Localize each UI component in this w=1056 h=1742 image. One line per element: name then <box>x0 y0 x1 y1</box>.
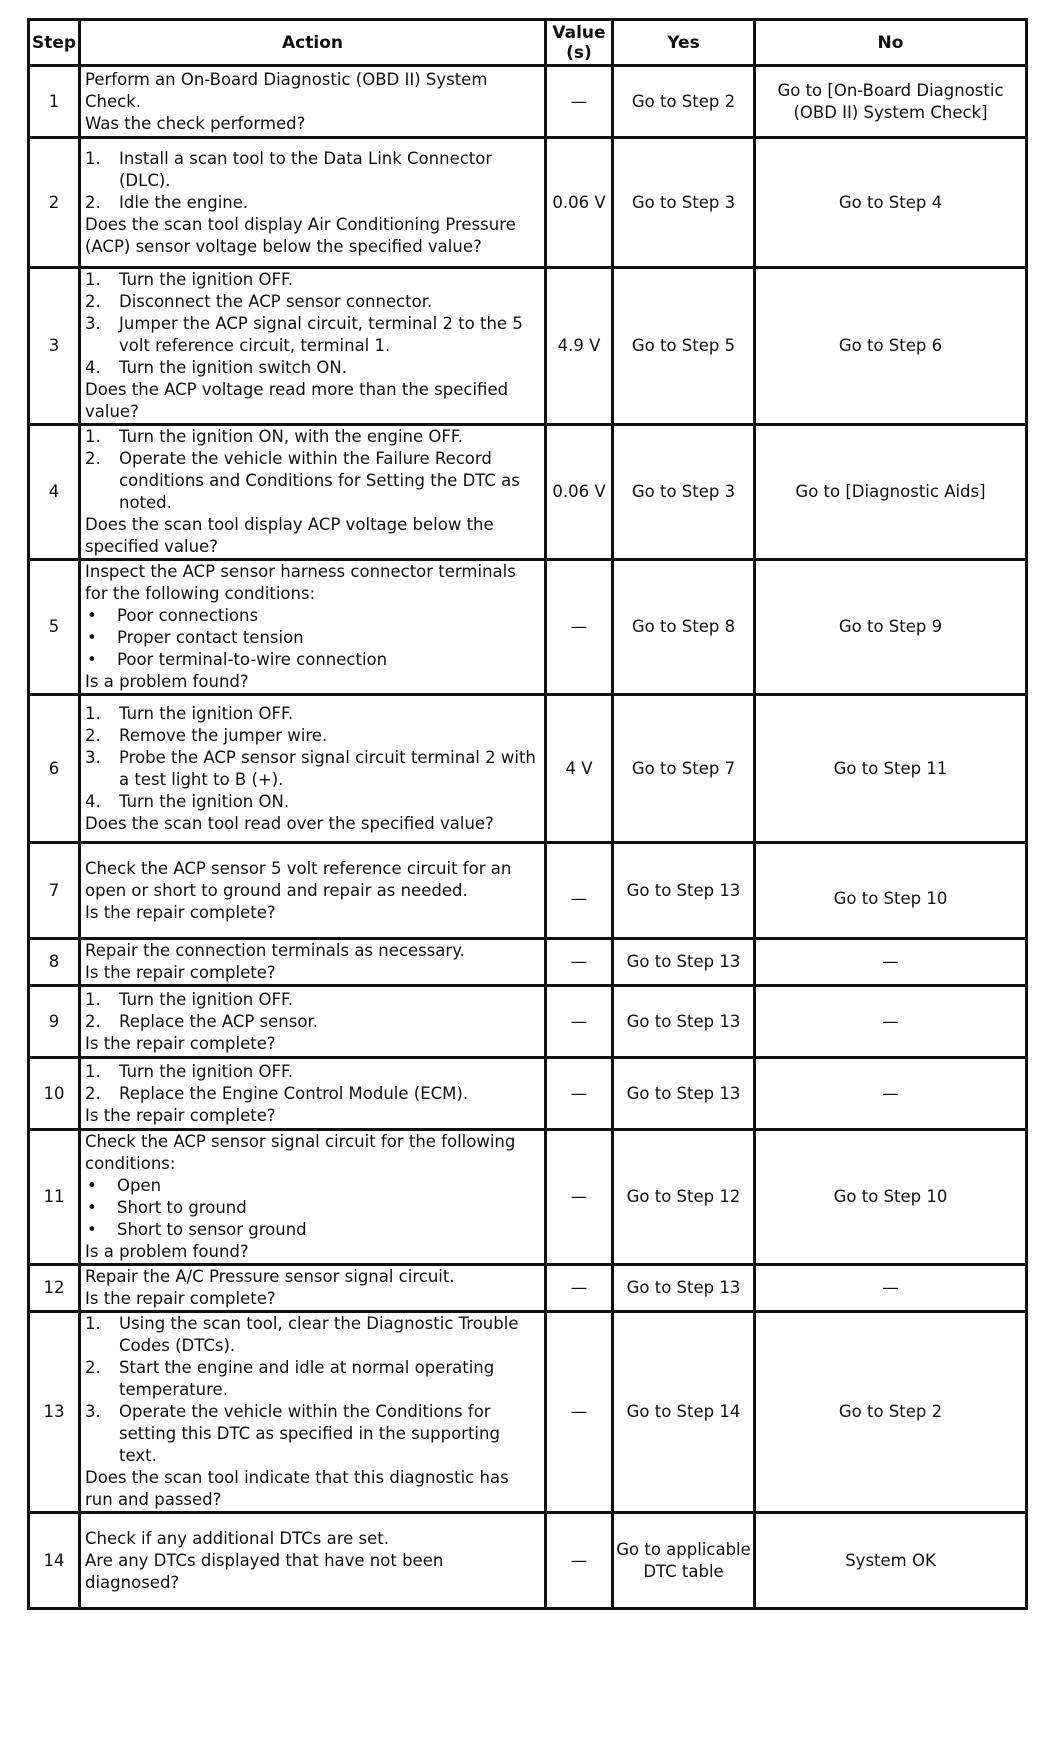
step-index: 2. <box>85 725 101 745</box>
action-text: Repair the A/C Pressure sensor signal circuit. <box>85 1267 455 1286</box>
action-question: Does the scan tool indicate that this diagnostic has run and passed? <box>85 1468 509 1509</box>
step-index: 2. <box>85 1358 101 1377</box>
yes-cell: Go to Step 3 <box>613 138 755 268</box>
step-text: Remove the jumper wire. <box>119 725 328 745</box>
value-cell: 4 V <box>546 695 613 843</box>
step-text: Operate the vehicle within the Conditions for setting this DTC as specified in the supporting text. <box>119 1402 500 1465</box>
yes-cell: Go to Step 8 <box>613 560 755 695</box>
no-cell: — <box>755 939 1027 986</box>
step-number: 5 <box>29 560 80 695</box>
action-text: Check the ACP sensor signal circuit for the following conditions: <box>85 1132 516 1173</box>
action-question: Was the check performed? <box>85 113 306 133</box>
numbered-step <box>85 989 540 1011</box>
numbered-steps <box>85 989 540 1033</box>
numbered-step <box>85 725 540 747</box>
table-row <box>29 560 1027 695</box>
numbered-steps <box>85 1313 540 1467</box>
action-text: Check if any additional DTCs are set. <box>85 1528 389 1548</box>
numbered-steps <box>85 148 540 214</box>
action-question: Is a problem found? <box>85 672 249 691</box>
step-number: 7 <box>29 843 80 939</box>
step-number: 2 <box>29 138 80 268</box>
action-text: Check the ACP sensor 5 volt reference circuit for an open or short to ground and repair as needed. <box>85 858 512 900</box>
step-text: Start the engine and idle at normal operating temperature. <box>119 1358 495 1399</box>
table-row <box>29 1058 1027 1130</box>
action-cell <box>80 1513 546 1609</box>
bullet-list <box>85 605 540 671</box>
table-row <box>29 66 1027 138</box>
step-index: 2. <box>85 192 101 212</box>
value-cell: 0.06 V <box>546 138 613 268</box>
step-index: 2. <box>85 449 101 468</box>
step-number: 1 <box>29 66 80 138</box>
table-row <box>29 1130 1027 1265</box>
numbered-step <box>85 291 540 313</box>
numbered-step <box>85 1061 540 1083</box>
bullet-list <box>85 1175 540 1241</box>
value-cell: 4.9 V <box>546 268 613 425</box>
step-index: 1. <box>85 989 101 1009</box>
numbered-step <box>85 1313 540 1357</box>
numbered-step <box>85 791 540 813</box>
value-cell: — <box>546 560 613 695</box>
yes-cell: Go to Step 13 <box>613 939 755 986</box>
yes-cell: Go to Step 5 <box>613 268 755 425</box>
action-cell <box>80 1265 546 1312</box>
table-row <box>29 843 1027 939</box>
action-question: Does the ACP voltage read more than the specified value? <box>85 380 509 421</box>
action-question: Is the repair complete? <box>85 1289 276 1308</box>
table-row <box>29 1312 1027 1513</box>
step-text: Turn the ignition OFF. <box>119 703 294 723</box>
step-index: 3. <box>85 747 101 767</box>
diagnostic-table <box>27 18 1028 1610</box>
yes-cell: Go to Step 2 <box>613 66 755 138</box>
header-yes: Yes <box>613 20 755 66</box>
action-cell <box>80 986 546 1058</box>
action-question: Does the scan tool display ACP voltage below the specified value? <box>85 515 494 556</box>
header-action: Action <box>80 20 546 66</box>
step-text: Jumper the ACP signal circuit, terminal 2 to the 5 volt reference circuit, terminal 1. <box>119 314 523 355</box>
no-cell: Go to Step 6 <box>755 268 1027 425</box>
numbered-step <box>85 1083 540 1105</box>
step-index: 4. <box>85 358 101 377</box>
numbered-step <box>85 426 540 448</box>
value-cell: — <box>546 66 613 138</box>
yes-cell: Go to Step 7 <box>613 695 755 843</box>
step-number: 8 <box>29 939 80 986</box>
numbered-steps <box>85 269 540 379</box>
table-row <box>29 268 1027 425</box>
value-cell: 0.06 V <box>546 425 613 560</box>
bullet-item: • Short to ground <box>85 1197 540 1219</box>
step-index: 4. <box>85 791 101 811</box>
action-cell <box>80 560 546 695</box>
table-row <box>29 695 1027 843</box>
no-cell: Go to Step 9 <box>755 560 1027 695</box>
numbered-step <box>85 269 540 291</box>
numbered-steps <box>85 703 540 813</box>
table-row <box>29 939 1027 986</box>
step-number: 13 <box>29 1312 80 1513</box>
step-number: 6 <box>29 695 80 843</box>
header-step: Step <box>29 20 80 66</box>
step-text: Install a scan tool to the Data Link Connector (DLC). <box>119 148 493 190</box>
step-index: 1. <box>85 270 101 289</box>
action-cell <box>80 695 546 843</box>
no-cell: — <box>755 1058 1027 1130</box>
action-cell <box>80 939 546 986</box>
step-text: Replace the ACP sensor. <box>119 1011 318 1031</box>
action-question: Are any DTCs displayed that have not been diagnosed? <box>85 1550 444 1592</box>
numbered-step <box>85 1011 540 1033</box>
value-cell: — <box>546 986 613 1058</box>
step-number: 3 <box>29 268 80 425</box>
step-number: 10 <box>29 1058 80 1130</box>
step-index: 3. <box>85 1402 101 1421</box>
step-index: 2. <box>85 1083 101 1103</box>
yes-cell: Go to Step 13 <box>613 1058 755 1130</box>
step-index: 1. <box>85 1314 101 1333</box>
step-text: Using the scan tool, clear the Diagnostic Trouble Codes (DTCs). <box>119 1314 519 1355</box>
step-text: Turn the ignition ON. <box>119 791 290 811</box>
action-text: Repair the connection terminals as necessary. <box>85 941 465 960</box>
bullet-item: • Short to sensor ground <box>85 1219 540 1241</box>
action-question: Is a problem found? <box>85 1242 249 1261</box>
numbered-step <box>85 448 540 514</box>
step-index: 1. <box>85 427 101 446</box>
action-text: Perform an On-Board Diagnostic (OBD II) System Check. <box>85 69 488 111</box>
action-cell <box>80 1130 546 1265</box>
yes-cell: Go to Step 13 <box>613 1265 755 1312</box>
value-cell: — <box>546 1312 613 1513</box>
step-index: 1. <box>85 703 101 723</box>
step-text: Turn the ignition OFF. <box>119 1061 294 1081</box>
step-number: 12 <box>29 1265 80 1312</box>
no-cell: Go to [Diagnostic Aids] <box>755 425 1027 560</box>
step-number: 11 <box>29 1130 80 1265</box>
bullet-item: • Open <box>85 1175 540 1197</box>
value-cell: — <box>546 939 613 986</box>
no-cell: Go to Step 10 <box>755 1130 1027 1265</box>
step-text: Turn the ignition OFF. <box>119 270 294 289</box>
no-cell: Go to [On-Board Diagnostic (OBD II) System Check] <box>755 66 1027 138</box>
yes-cell: Go to Step 13 <box>613 843 755 939</box>
action-text: Inspect the ACP sensor harness connector terminals for the following conditions: <box>85 562 516 603</box>
yes-cell: Go to Step 3 <box>613 425 755 560</box>
step-text: Replace the Engine Control Module (ECM). <box>119 1083 469 1103</box>
step-index: 1. <box>85 148 101 168</box>
step-index: 2. <box>85 1011 101 1031</box>
numbered-step <box>85 1401 540 1467</box>
numbered-step <box>85 192 540 214</box>
no-cell: Go to Step 2 <box>755 1312 1027 1513</box>
no-cell: Go to Step 10 <box>755 843 1027 939</box>
table-row <box>29 138 1027 268</box>
numbered-steps <box>85 1061 540 1105</box>
action-cell <box>80 268 546 425</box>
no-cell: — <box>755 986 1027 1058</box>
no-cell: System OK <box>755 1513 1027 1609</box>
step-number: 9 <box>29 986 80 1058</box>
header-no: No <box>755 20 1027 66</box>
header-row <box>29 20 1027 66</box>
diagnostic-table-container <box>27 18 1028 1610</box>
action-question: Is the repair complete? <box>85 1033 276 1053</box>
table-body <box>29 66 1027 1609</box>
numbered-step <box>85 148 540 192</box>
action-cell <box>80 66 546 138</box>
step-text: Turn the ignition OFF. <box>119 989 294 1009</box>
action-cell <box>80 1058 546 1130</box>
step-text: Idle the engine. <box>119 192 249 212</box>
table-row <box>29 1265 1027 1312</box>
header-value: Value (s) <box>546 20 613 66</box>
table-row <box>29 425 1027 560</box>
bullet-item: • Proper contact tension <box>85 627 540 649</box>
action-cell <box>80 138 546 268</box>
action-cell <box>80 425 546 560</box>
yes-cell: Go to applicable DTC table <box>613 1513 755 1609</box>
no-cell: Go to Step 4 <box>755 138 1027 268</box>
step-number: 4 <box>29 425 80 560</box>
action-cell <box>80 843 546 939</box>
action-question: Is the repair complete? <box>85 902 276 922</box>
bullet-item: • Poor connections <box>85 605 540 627</box>
step-text: Turn the ignition ON, with the engine OFF. <box>119 427 463 446</box>
no-cell: Go to Step 11 <box>755 695 1027 843</box>
yes-cell: Go to Step 13 <box>613 986 755 1058</box>
table-row <box>29 986 1027 1058</box>
action-cell <box>80 1312 546 1513</box>
step-text: Turn the ignition switch ON. <box>119 358 347 377</box>
action-question: Is the repair complete? <box>85 963 276 982</box>
bullet-item: • Poor terminal-to-wire connection <box>85 649 540 671</box>
numbered-step <box>85 747 540 791</box>
numbered-step <box>85 313 540 357</box>
value-cell: — <box>546 1513 613 1609</box>
numbered-step <box>85 357 540 379</box>
action-question: Does the scan tool read over the specified value? <box>85 813 494 833</box>
numbered-step <box>85 703 540 725</box>
yes-cell: Go to Step 14 <box>613 1312 755 1513</box>
value-cell: — <box>546 1265 613 1312</box>
value-cell: — <box>546 1130 613 1265</box>
value-cell: — <box>546 1058 613 1130</box>
yes-cell: Go to Step 12 <box>613 1130 755 1265</box>
step-text: Operate the vehicle within the Failure Record conditions and Conditions for Setting the DTC as noted. <box>119 449 520 512</box>
step-text: Probe the ACP sensor signal circuit terminal 2 with a test light to B (+). <box>119 747 536 789</box>
action-question: Does the scan tool display Air Conditioning Pressure (ACP) sensor voltage below the specified value? <box>85 214 516 256</box>
step-index: 2. <box>85 292 101 311</box>
value-cell: — <box>546 843 613 939</box>
table-row <box>29 1513 1027 1609</box>
numbered-steps <box>85 426 540 514</box>
step-index: 1. <box>85 1061 101 1081</box>
step-text: Disconnect the ACP sensor connector. <box>119 292 433 311</box>
numbered-step <box>85 1357 540 1401</box>
no-cell: — <box>755 1265 1027 1312</box>
step-number: 14 <box>29 1513 80 1609</box>
action-question: Is the repair complete? <box>85 1105 276 1125</box>
step-index: 3. <box>85 314 101 333</box>
